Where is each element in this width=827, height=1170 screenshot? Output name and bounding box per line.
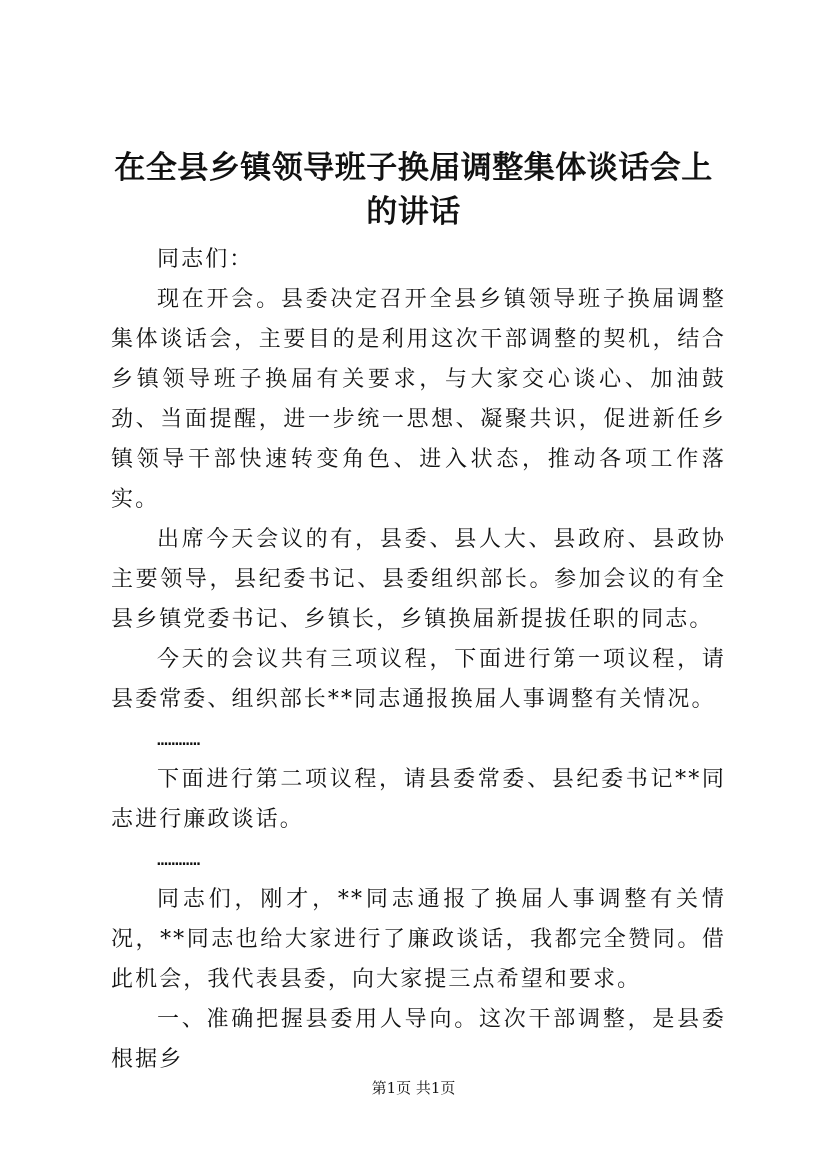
paragraph-remarks: 同志们，刚才，**同志通报了换届人事调整有关情况，**同志也给大家进行了廉政谈话，我都完全赞同。借此机会，我代表县委，向大家提三点希望和要求。 — [111, 887, 726, 992]
paragraph-attendees: 出席今天会议的有，县委、县人大、县政府、县政协主要领导，县纪委书记、县委组织部长。参加会议的有全县乡镇党委书记、乡镇长，乡镇换届新提拔任职的同志。 — [111, 527, 726, 632]
paragraph-agenda-two: 下面进行第二项议程，请县委常委、县纪委书记**同志进行廉政谈话。 — [111, 767, 726, 832]
paragraph-opening: 现在开会。县委决定召开全县乡镇领导班子换届调整集体谈话会，主要目的是利用这次干部调整的契机，结合乡镇领导班子换届有关要求，与大家交心谈心、加油鼓劲、当面提醒，进一步统一思想、凝聚共识，促进新任乡镇领导干部快速转变角色、进入状态，推动各项工作落实。 — [111, 287, 726, 512]
document-body — [111, 240, 726, 1080]
paragraph-agenda-one: 今天的会议共有三项议程，下面进行第一项议程，请县委常委、组织部长**同志通报换届人事调整有关情况。 — [111, 647, 726, 712]
paragraph-point-one: 一、准确把握县委用人导向。这次干部调整，是县委根据乡 — [111, 1007, 726, 1072]
ellipsis-separator: ………… — [157, 729, 201, 750]
page-footer: 第1页 共1页 — [371, 1079, 456, 1097]
ellipsis-separator: ………… — [157, 849, 201, 870]
paragraph-greeting: 同志们： — [157, 247, 254, 272]
document-title: 在全县乡镇领导班子换届调整集体谈话会上的讲话 — [114, 150, 713, 230]
